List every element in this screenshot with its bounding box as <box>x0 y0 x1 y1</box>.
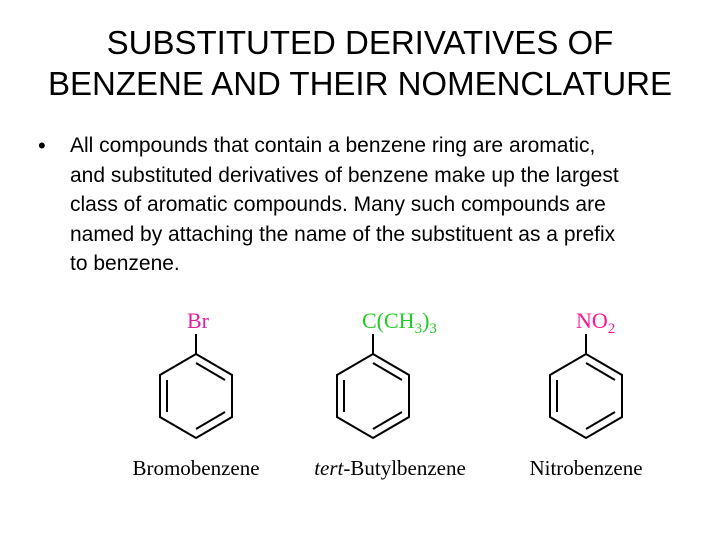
title-line-1: SUBSTITUTED DERIVATIVES OF <box>106 24 614 61</box>
bullet-line: and substituted derivatives of benzene make up the largest <box>70 163 619 187</box>
nitrobenzene-structure <box>550 308 622 438</box>
bromobenzene-structure <box>160 308 232 438</box>
bullet-line: class of aromatic compounds. Many such compounds are <box>70 193 606 216</box>
bullet-icon: • <box>38 133 46 158</box>
bullet-line: named by attaching the name of the substituent as a prefix <box>70 222 616 246</box>
title-line-2: BENZENE AND THEIR NOMENCLATURE <box>47 65 673 102</box>
tert-butylbenzene-name: tert-Butylbenzene <box>314 456 466 480</box>
bullet-paragraph <box>38 131 688 279</box>
tbutyl-substituent-label: $C(CH_3)_3$ <box>362 308 437 337</box>
bullet-text <box>70 131 688 279</box>
bullet-line: to benzene. <box>70 252 180 275</box>
bromo-substituent-label: Br <box>187 308 209 333</box>
benzene-ring-icon <box>337 354 409 438</box>
bromobenzene-name: Bromobenzene <box>132 456 260 480</box>
bullet-line: All compounds that contain a benzene ring are aromatic, <box>70 134 596 157</box>
nitrobenzene-name: Nitrobenzene <box>529 456 643 480</box>
benzene-ring-icon <box>550 354 622 438</box>
tert-butylbenzene-structure <box>337 308 437 438</box>
nitro-substituent-label: $NO_2$ <box>576 308 616 337</box>
benzene-ring-icon <box>160 354 232 438</box>
structures-row <box>0 290 720 490</box>
slide-title <box>0 22 720 104</box>
